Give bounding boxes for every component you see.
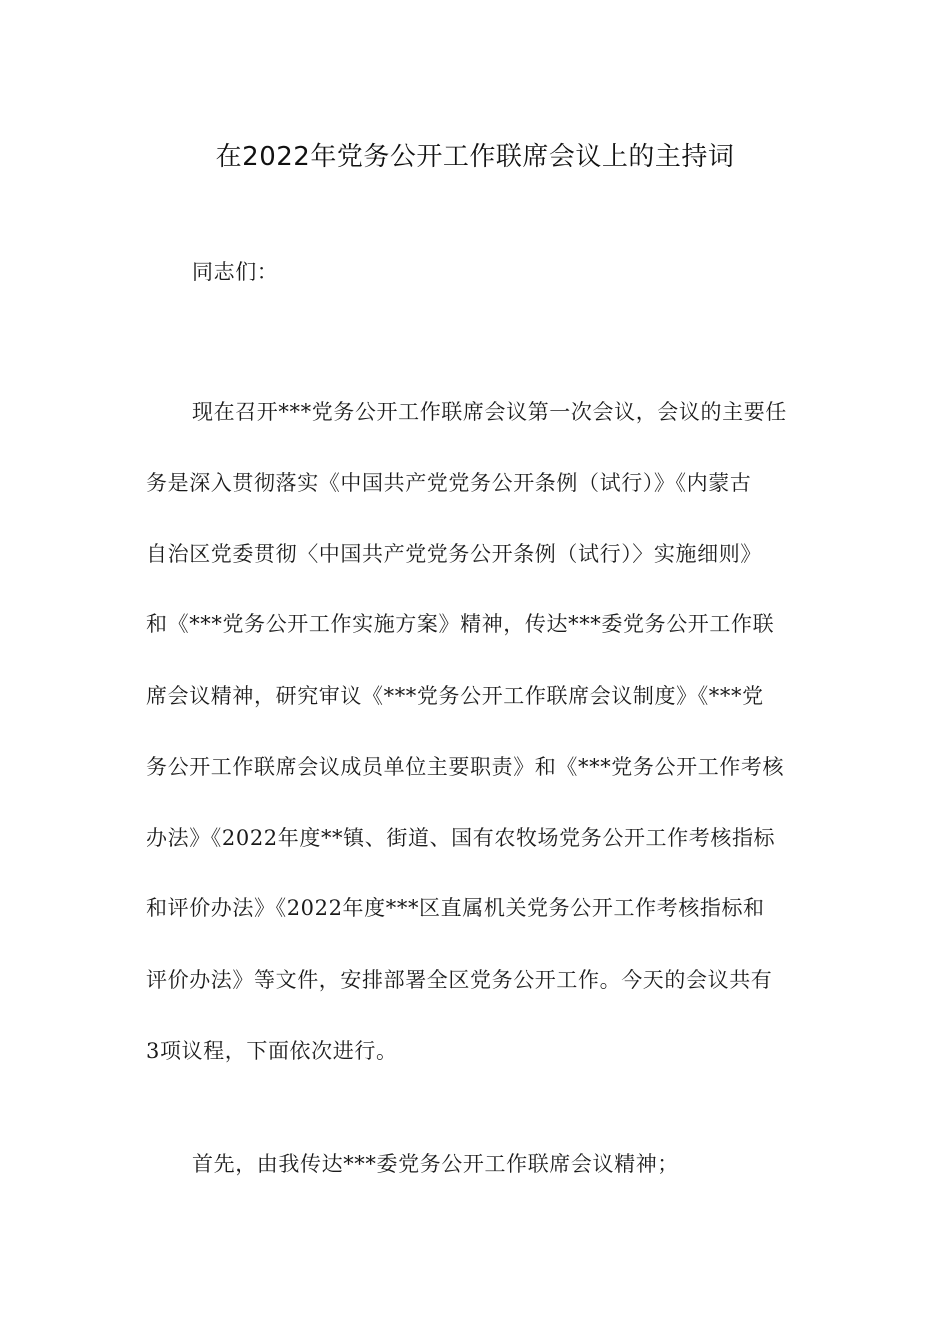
paragraph-2: 首先，由我传达***委党务公开工作联席会议精神； xyxy=(192,1152,679,1176)
paragraph-line: 席会议精神，研究审议《***党务公开工作联席会议制度》《***党 xyxy=(146,684,764,708)
paragraph-line: 务是深入贯彻落实《中国共产党党务公开条例（试行）》《内蒙古 xyxy=(146,471,752,495)
paragraph-line: 3项议程，下面依次进行。 xyxy=(146,1039,398,1063)
paragraph-line: 务公开工作联席会议成员单位主要职责》和《***党务公开工作考核 xyxy=(146,755,785,779)
paragraph-line: 办法》《2022年度**镇、街道、国有农牧场党务公开工作考核指标 xyxy=(146,826,776,850)
paragraph-line: 评价办法》等文件，安排部署全区党务公开工作。今天的会议共有 xyxy=(146,968,773,992)
salutation: 同志们： xyxy=(192,260,279,284)
paragraph-line: 现在召开***党务公开工作联席会议第一次会议，会议的主要任 xyxy=(192,400,787,424)
paragraph-line: 和《***党务公开工作实施方案》精神，传达***委党务公开工作联 xyxy=(146,612,775,636)
paragraph-line: 自治区党委贯彻〈中国共产党党务公开条例（试行）〉实施细则》 xyxy=(146,542,762,566)
paragraph-line: 和评价办法》《2022年度***区直属机关党务公开工作考核指标和 xyxy=(146,896,765,920)
document-title: 在2022年党务公开工作联席会议上的主持词 xyxy=(215,142,735,172)
